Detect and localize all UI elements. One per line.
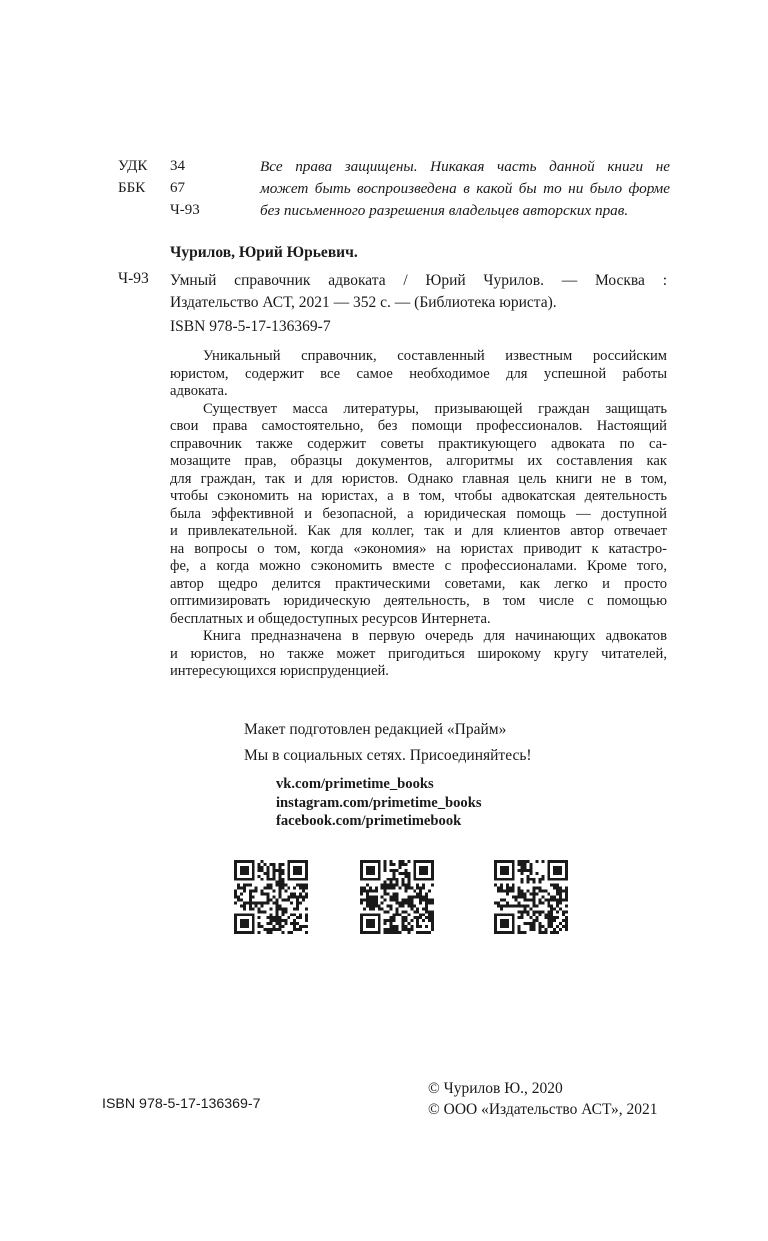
annotation-paragraph <box>170 628 667 681</box>
social-links <box>276 775 482 831</box>
social-note: Мы в социальных сетях. Присоединяйтесь! <box>244 747 532 764</box>
annotation-line: справочник также содержит советы практикующего адвоката по са- <box>170 435 667 452</box>
annotation-paragraph <box>170 401 667 629</box>
annotation <box>170 348 667 681</box>
isbn-bottom: ISBN 978-5-17-136369-7 <box>102 1096 261 1112</box>
annotation-line: Уникальный справочник, составленный известным российским <box>203 348 667 364</box>
annotation-line: для граждан, так и для юристов. Однако главная цель книги не в том, <box>170 470 667 487</box>
bbk-value: 67 <box>170 180 185 196</box>
annotation-line: на вопросы о том, когда «экономия» на юристах приводит к катастро- <box>170 540 667 557</box>
annotation-line: фе, а когда можно сэкономить вместе с профессионалами. Кроме того, <box>170 558 667 574</box>
rights-line: может быть воспроизведена в какой бы то ни было форме <box>260 180 670 197</box>
instagram-link[interactable]: instagram.com/primetime_books <box>276 794 482 811</box>
rights-notice <box>260 156 670 222</box>
annotation-line: Книга предназначена в первую очередь для начинающих адвокатов <box>203 628 667 644</box>
qr-code-facebook[interactable] <box>494 860 568 934</box>
udk-label: УДК <box>118 158 148 174</box>
annotation-line: Существует масса литературы, призывающей граждан защищать <box>203 400 667 417</box>
bbk-label: ББК <box>118 180 146 196</box>
vk-link[interactable]: vk.com/primetime_books <box>276 776 434 792</box>
qr-code-vk[interactable] <box>234 860 308 934</box>
annotation-line: интересующихся юриспруденцией. <box>170 663 389 679</box>
copyright-author: © Чурилов Ю., 2020 <box>428 1080 563 1097</box>
annotation-line: автор щедро делится практическими советами, как легко и просто <box>170 575 667 592</box>
annotation-line: свои права самостоятельно, без помощи профессионалов. Настоящий <box>170 418 667 434</box>
annotation-line: чтобы сэкономить на юристах, а в том, чтобы адвокатская деятельность <box>170 488 667 504</box>
annotation-line: и привлекательной. Как для коллег, так и для клиентов автор отвечает <box>170 523 667 539</box>
annotation-line: и юристов, но также может пригодиться широкому кругу читателей, <box>170 645 667 662</box>
annotation-line: бесплатных и общедоступных ресурсов Интернета. <box>170 610 491 627</box>
isbn-top: ISBN 978-5-17-136369-7 <box>170 318 331 335</box>
author-mark-value: Ч-93 <box>170 202 200 218</box>
copyright-block <box>428 1078 658 1120</box>
annotation-line: была эффективной и безопасной, а юридическая помощь — доступной <box>170 505 667 522</box>
bib-line: Умный справочник адвоката / Юрий Чурилов. — Москва : <box>170 272 667 289</box>
qr-code-instagram[interactable] <box>360 860 434 934</box>
bib-code: Ч-93 <box>118 270 149 287</box>
udk-value: 34 <box>170 158 185 174</box>
bib-description <box>170 270 667 314</box>
rights-line: без письменного разрешения владельцев авторских прав. <box>260 202 629 219</box>
copyright-publisher: © ООО «Издательство АСТ», 2021 <box>428 1101 658 1118</box>
facebook-link[interactable]: facebook.com/primetimebook <box>276 813 462 829</box>
rights-line: Все права защищены. Никакая часть данной книги не <box>260 158 670 175</box>
bib-line: Издательство АСТ, 2021 — 352 с. — (Библиотека юриста). <box>170 294 557 311</box>
annotation-line: юристом, содержит все самое необходимое для успешной работы <box>170 365 667 382</box>
annotation-line: адвоката. <box>170 383 228 399</box>
annotation-line: мозащите прав, образцы документов, алгоритмы их составления как <box>170 453 667 469</box>
annotation-paragraph <box>170 348 667 401</box>
author-heading: Чурилов, Юрий Юрьевич. <box>170 244 358 261</box>
annotation-line: оптимизировать юридическую деятельность, в том числе с помощью <box>170 593 667 609</box>
prime-note: Макет подготовлен редакцией «Прайм» <box>244 721 507 738</box>
